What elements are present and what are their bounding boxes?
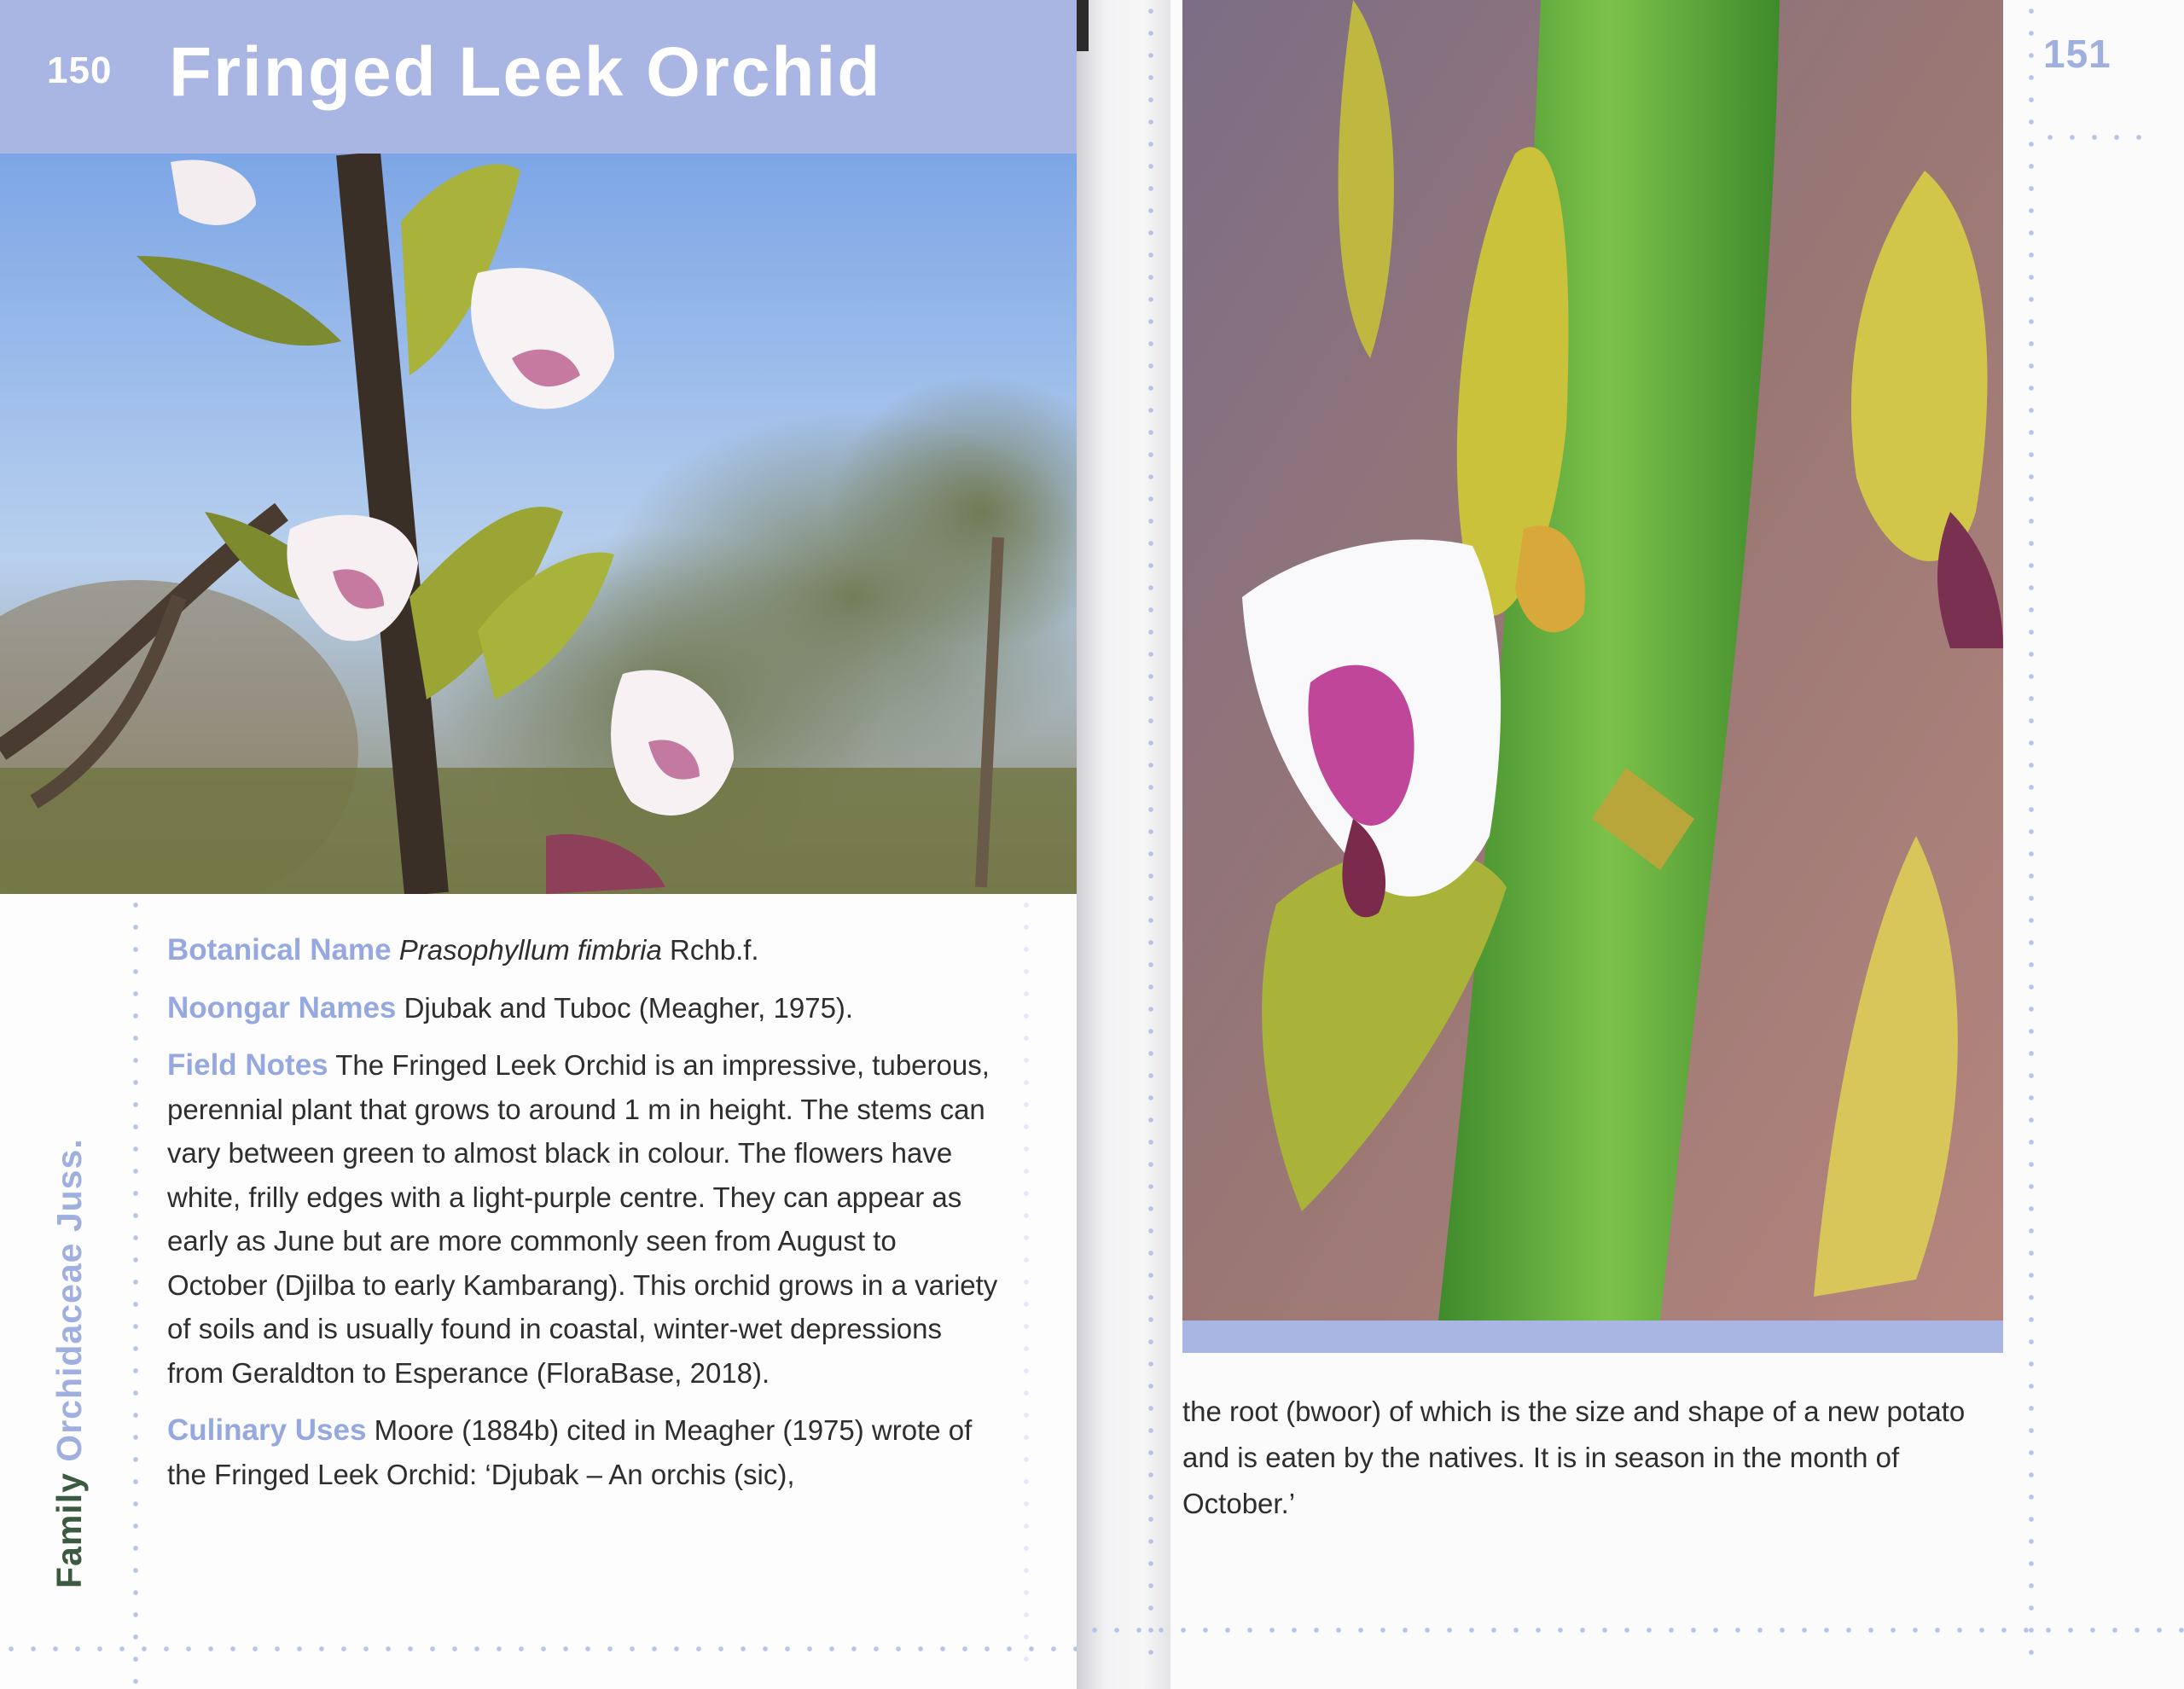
field-notes-label: Field Notes <box>167 1048 328 1082</box>
field-notes-entry <box>167 1043 1003 1395</box>
page-number-left: 150 <box>47 49 113 91</box>
orchid-photo-right <box>1182 0 2003 1320</box>
left-page <box>0 0 1077 1689</box>
photo-caption-band <box>1182 1320 2003 1353</box>
continued-text: the root (bwoor) of which is the size and shape of a new potato and is eaten by the natives. It is in season in the month of October.’ <box>1182 1396 1966 1519</box>
culinary-uses-entry <box>167 1408 1003 1496</box>
culinary-uses-value: Moore (1884b) cited in Meagher (1975) wrote of the Fringed Leek Orchid: ‘Djubak – An orchis (sic), <box>167 1414 973 1490</box>
book-gutter <box>1077 0 1170 1689</box>
family-label <box>49 1138 90 1588</box>
botanical-name-authority: Rchb.f. <box>661 934 759 966</box>
dotted-frame-inner-right <box>1024 894 1029 1662</box>
noongar-names-label: Noongar Names <box>167 990 397 1024</box>
dotted-frame-left <box>133 894 138 1689</box>
botanical-name-label: Botanical Name <box>167 933 392 966</box>
text-block <box>167 928 1003 1510</box>
culinary-uses-label: Culinary Uses <box>167 1413 367 1447</box>
page-number-right: 151 <box>2043 32 2111 76</box>
family-name: Orchidaceae Juss. <box>49 1138 89 1462</box>
dotted-frame-bottom-left <box>0 1646 1077 1651</box>
page-title: Fringed Leek Orchid <box>169 33 882 111</box>
field-notes-value: The Fringed Leek Orchid is an impressive, tuberous, perennial plant that grows to around 1 m in height. The stems can vary between green to almost black in colour. The flowers have white, frilly edges with a light-purple centre. They can appear as early as June but are more commonly seen from August to October (Djilba to early Kambarang). This orchid grows in a variety of soils and is usually found in coastal, winter-wet depressions from Geraldton to Esperance (FloraBase, 2018). <box>167 1049 998 1389</box>
noongar-names-value: Djubak and Tuboc (Meagher, 1975). <box>396 991 854 1024</box>
dotted-frame-bottom-right <box>1083 1628 2184 1633</box>
dotted-frame-right-inner <box>1148 0 1153 1672</box>
orchid-photo-left <box>0 154 1077 894</box>
family-prefix: Family <box>49 1472 89 1588</box>
noongar-names-entry <box>167 986 1003 1030</box>
dotted-frame-right-outer <box>2029 0 2034 1672</box>
botanical-name-italic: Prasophyllum fimbria <box>398 934 662 966</box>
dotted-frame-top-right <box>2039 135 2150 140</box>
botanical-name-entry <box>167 928 1003 972</box>
